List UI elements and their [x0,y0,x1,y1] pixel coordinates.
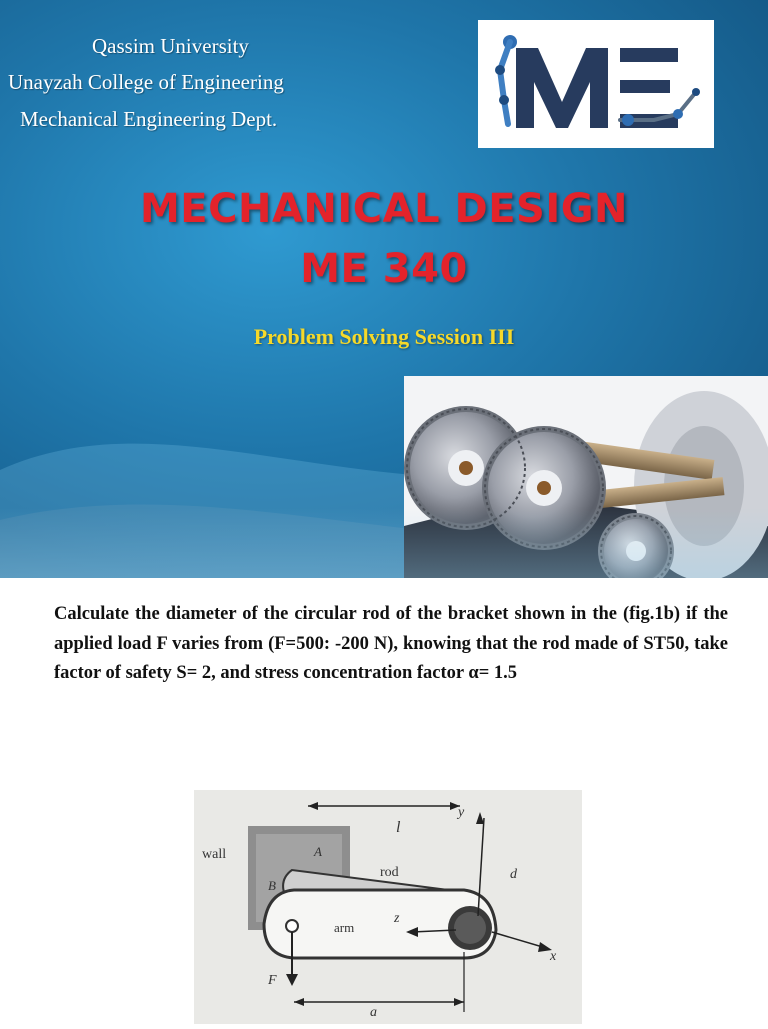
label-l: l [396,819,401,836]
me-logo [478,20,714,148]
label-x: x [550,949,557,964]
label-wall: wall [202,847,227,862]
label-rod: rod [380,865,399,880]
label-y: y [458,805,465,820]
label-d: d [510,867,517,882]
course-code: ME 340 [300,246,468,292]
college-name: Unayzah College of Engineering [8,70,284,94]
label-a: a [370,1005,377,1020]
bracket-diagram [194,790,582,1024]
label-B: B [268,878,276,893]
bracket-figure [194,790,582,1024]
label-F: F [268,973,277,988]
department-name: Mechanical Engineering Dept. [20,107,278,131]
label-arm: arm [334,920,355,935]
session-subtitle: Problem Solving Session III [253,324,515,349]
gearbox-photo [404,376,768,578]
label-z: z [394,911,400,926]
problem-statement: Calculate the diameter of the circular rod of the bracket shown in the (fig.1b) if the applied load F varies from (F=500: -200 N), knowing that the rod made of ST50, take factor of safety S= 2, and stress concentration factor α= 1.5 [54,604,728,683]
gearbox-image-icon [404,376,768,578]
university-name: Qassim University [92,34,249,58]
me-robot-arm-logo-icon [478,20,714,148]
course-title-line1: MECHANICAL DESIGN [139,186,629,232]
label-A: A [314,844,322,859]
